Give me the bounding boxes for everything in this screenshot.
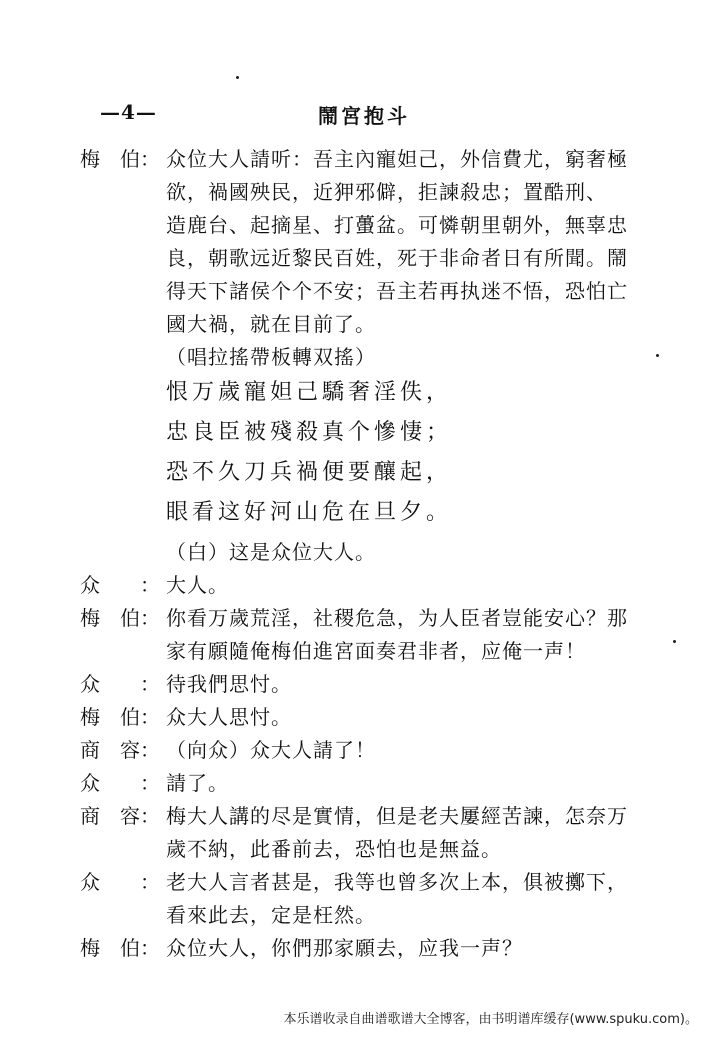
dialogue-continuation (0, 176, 712, 210)
page-header (0, 100, 712, 128)
song-text: 恐不久刀兵禍便要釀起， (166, 460, 453, 485)
continuation-text: 歲不納，此番前去，恐怕也是無益。 (166, 837, 502, 861)
running-title: 鬧宮抱斗 (318, 104, 410, 128)
stage-direction (0, 341, 712, 375)
song-text: 恨万歲寵妲己驕奢淫佚， (166, 380, 453, 405)
continuation-text: 得天下諸侯个个不安；吾主若再执迷不悟，恐怕亡 (166, 279, 628, 303)
dialogue-line (0, 866, 712, 900)
page-number: —4— (100, 100, 157, 124)
song-line (0, 455, 712, 495)
stage-direction-text: （唱拉搖帶板轉双搖） (166, 345, 376, 369)
dialogue-text: 众大人思忖。 (166, 705, 292, 729)
continuation-text: 看來此去，定是枉然。 (166, 903, 376, 927)
song-text: 忠良臣被殘殺真个慘悽； (166, 420, 453, 445)
scan-speck (236, 76, 239, 79)
speaker: 梅 伯： (80, 606, 160, 630)
dialogue-continuation (0, 899, 712, 933)
dialogue-text: 众位大人，你們那家願去，应我一声？ (166, 936, 523, 960)
song-line (0, 495, 712, 535)
speaker: 梅 伯： (80, 147, 160, 171)
dialogue-line (0, 932, 712, 966)
continuation-text: 良，朝歌远近黎民百姓，死于非命者日有所聞。鬧 (166, 246, 628, 270)
dialogue-line (0, 734, 712, 768)
speaker: 众 ： (80, 573, 160, 597)
dialogue-line (0, 767, 712, 801)
watermark-footer (0, 1008, 712, 1027)
song-text: 眼看这好河山危在旦夕。 (166, 500, 453, 525)
dialogue-line (0, 143, 712, 177)
continuation-text: 欲，禍國殃民，近狎邪僻，拒諫殺忠；置酷刑、 (166, 180, 607, 204)
dialogue-line (0, 701, 712, 735)
speaker: 众 ： (80, 870, 160, 894)
dialogue-line (0, 800, 712, 834)
dialogue-continuation (0, 209, 712, 243)
dialogue-text: 老大人言者甚是，我等也曾多次上本，俱被擲下， (166, 870, 628, 894)
song-line (0, 375, 712, 415)
speaker: 众 ： (80, 672, 160, 696)
speaker: 梅 伯： (80, 705, 160, 729)
watermark-text: 本乐谱收录自曲谱歌谱大全博客，由书明谱库缓存(www.spuku.com)。 (283, 1012, 698, 1027)
dialogue-line (0, 602, 712, 636)
continuation-text: 家有願隨俺梅伯進宮面奏君非者，应俺一声！ (166, 639, 586, 663)
dialogue-text: 你看万歲荒淫，社稷危急，为人臣者豈能安心？那 (166, 606, 628, 630)
speaker: 商 容： (80, 738, 160, 762)
dialogue-text: 請了。 (166, 771, 229, 795)
stage-direction-text: （白）这是众位大人。 (166, 540, 376, 564)
dialogue-continuation (0, 833, 712, 867)
dialogue-text: 待我們思忖。 (166, 672, 292, 696)
dialogue-line (0, 569, 712, 603)
dialogue-continuation (0, 635, 712, 669)
stage-direction (0, 536, 712, 570)
continuation-text: 國大禍，就在目前了。 (166, 312, 376, 336)
song-line (0, 415, 712, 455)
dialogue-text: 众位大人請听：吾主內寵妲己，外信費尤，窮奢極 (166, 147, 628, 171)
speaker: 梅 伯： (80, 936, 160, 960)
continuation-text: 造鹿台、起摘星、打蠆盆。可憐朝里朝外，無辜忠 (166, 213, 628, 237)
dialogue-text: （向众）众大人請了！ (166, 738, 376, 762)
dialogue-continuation (0, 308, 712, 342)
dialogue-continuation (0, 242, 712, 276)
dialogue-continuation (0, 275, 712, 309)
speaker: 商 容： (80, 804, 160, 828)
speaker: 众 ： (80, 771, 160, 795)
dialogue-line (0, 668, 712, 702)
dialogue-text: 梅大人講的尽是實情，但是老夫屢經苦諫，怎奈万 (166, 804, 628, 828)
dialogue-text: 大人。 (166, 573, 229, 597)
